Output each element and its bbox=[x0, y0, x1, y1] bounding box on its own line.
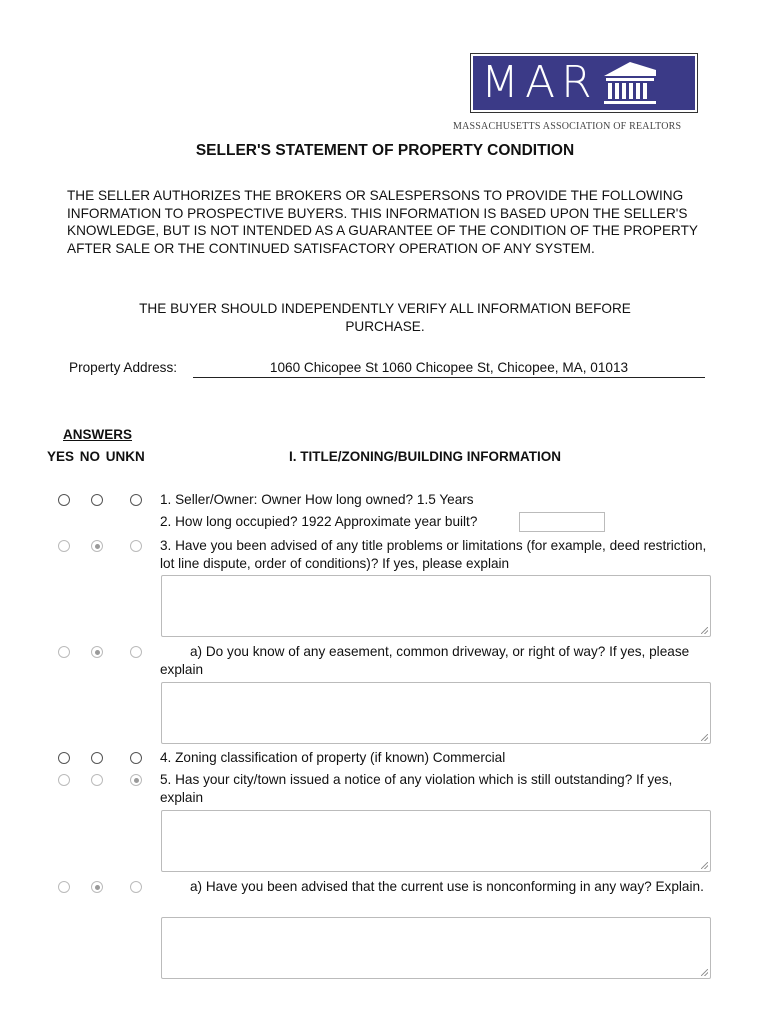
question-3a: a) Do you know of any easement, common driveway, or right of way? If yes, please explain bbox=[160, 644, 690, 677]
property-address-label: Property Address: bbox=[69, 360, 178, 375]
question-3: 3. Have you been advised of any title problems or limitations (for example, deed restriction, lot line dispute, order of conditions)? If yes, please explain bbox=[160, 538, 707, 571]
q3-unkn-radio[interactable] bbox=[130, 540, 142, 552]
answer-columns-header: YES NO UNKN bbox=[47, 449, 145, 464]
question-1: 1. Seller/Owner: Owner How long owned? 1.5 Years bbox=[160, 492, 474, 507]
q1-unkn-radio[interactable] bbox=[130, 494, 142, 506]
q5-no-radio[interactable] bbox=[91, 774, 103, 786]
q3a-explain-textarea[interactable] bbox=[161, 682, 711, 744]
q4-unkn-radio[interactable] bbox=[130, 752, 142, 764]
section-title: I. TITLE/ZONING/BUILDING INFORMATION bbox=[289, 449, 561, 464]
q5a-unkn-radio[interactable] bbox=[130, 881, 142, 893]
q5a-yes-radio[interactable] bbox=[58, 881, 70, 893]
q3-yes-radio[interactable] bbox=[58, 540, 70, 552]
intro-paragraph: THE SELLER AUTHORIZES THE BROKERS OR SALESPERSONS TO PROVIDE THE FOLLOWING INFORMATION TO PROSPECTIVE BUYERS. THIS INFORMATION IS BASED UPON THE SELLER'S KNOWLEDGE, BUT IS NOT INTENDED AS A GUARANTEE OF THE CONDITION OF THE PROPERTY AFTER SALE OR THE CONTINUED SATISFACTORY OPERATION OF ANY SYSTEM. bbox=[67, 188, 698, 256]
q5a-explain-textarea[interactable] bbox=[161, 917, 711, 979]
q3-no-radio[interactable] bbox=[91, 540, 103, 552]
q4-yes-radio[interactable] bbox=[58, 752, 70, 764]
logo-subtitle: MASSACHUSETTS ASSOCIATION OF REALTORS bbox=[453, 121, 682, 132]
building-columns-icon bbox=[600, 58, 658, 108]
q1-no-radio[interactable] bbox=[91, 494, 103, 506]
q5a-no-radio[interactable] bbox=[91, 881, 103, 893]
q3a-unkn-radio[interactable] bbox=[130, 646, 142, 658]
q5-yes-radio[interactable] bbox=[58, 774, 70, 786]
q3-explain-textarea[interactable] bbox=[161, 575, 711, 637]
question-5a: a) Have you been advised that the current use is nonconforming in any way? Explain. bbox=[190, 879, 704, 894]
q3a-no-radio[interactable] bbox=[91, 646, 103, 658]
q5-unkn-radio[interactable] bbox=[130, 774, 142, 786]
q3a-yes-radio[interactable] bbox=[58, 646, 70, 658]
question-2: 2. How long occupied? 1922 Approximate year built? bbox=[160, 514, 478, 529]
logo-letters: MAR bbox=[481, 57, 598, 108]
q4-no-radio[interactable] bbox=[91, 752, 103, 764]
question-4: 4. Zoning classification of property (if known) Commercial bbox=[160, 750, 506, 765]
property-address-field[interactable]: 1060 Chicopee St 1060 Chicopee St, Chicopee, MA, 01013 bbox=[193, 360, 705, 378]
question-5: 5. Has your city/town issued a notice of any violation which is still outstanding? If yes, explain bbox=[160, 772, 673, 805]
answers-header: ANSWERS bbox=[63, 427, 133, 442]
q1-yes-radio[interactable] bbox=[58, 494, 70, 506]
page-title: SELLER'S STATEMENT OF PROPERTY CONDITION bbox=[195, 142, 575, 159]
verify-notice: THE BUYER SHOULD INDEPENDENTLY VERIFY ALL INFORMATION BEFORE PURCHASE. bbox=[139, 301, 631, 334]
year-built-input[interactable] bbox=[519, 512, 605, 532]
q5-explain-textarea[interactable] bbox=[161, 810, 711, 872]
mar-logo bbox=[470, 53, 698, 113]
